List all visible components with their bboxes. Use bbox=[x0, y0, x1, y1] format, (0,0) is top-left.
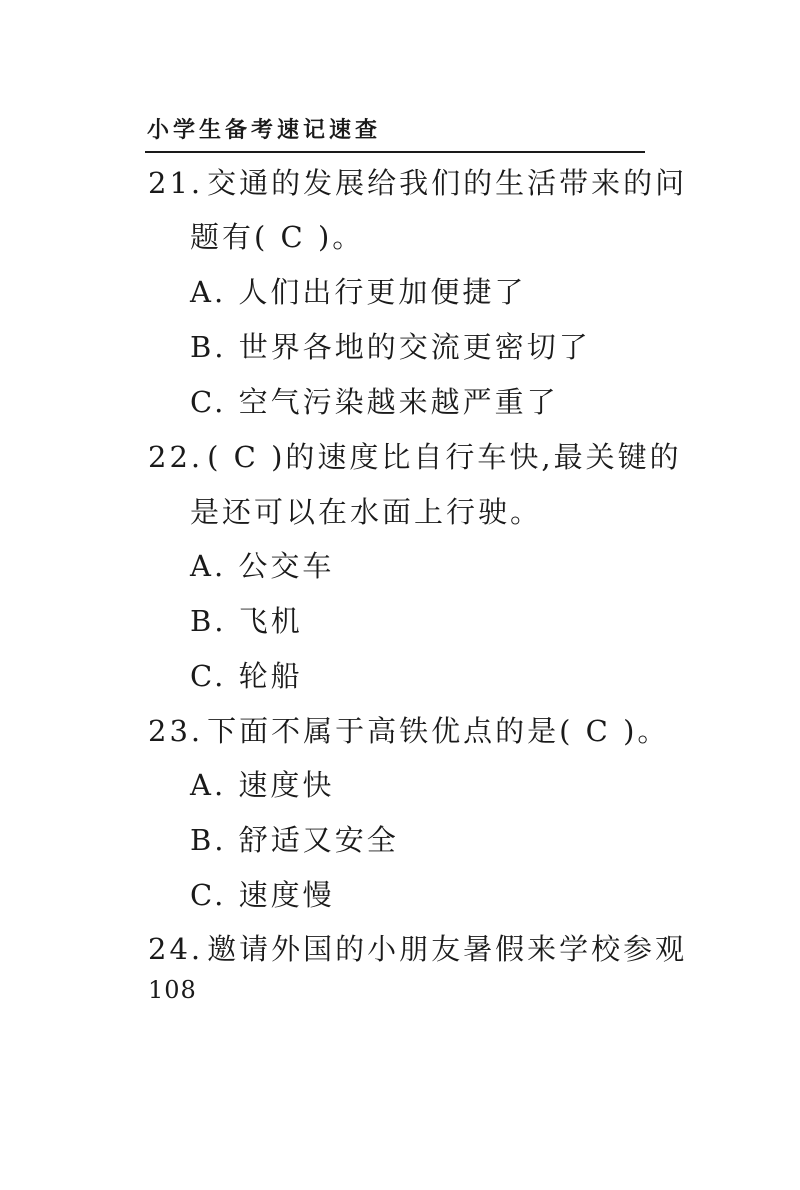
book-title: 小学生备考速记速查 bbox=[147, 118, 382, 143]
page-number: 108 bbox=[148, 976, 197, 1004]
question-stem-line bbox=[148, 929, 687, 969]
question-stem-continuation: 题有( C )。 bbox=[190, 220, 365, 254]
option-b: B. 飞机 bbox=[190, 604, 303, 638]
option-a: A. 速度快 bbox=[190, 768, 335, 802]
question-number: 23. bbox=[148, 714, 204, 748]
question-number: 21. bbox=[148, 166, 204, 200]
question-stem-text: 下面不属于高铁优点的是( C )。 bbox=[207, 714, 670, 748]
option-c: C. 空气污染越来越严重了 bbox=[190, 385, 559, 419]
option-b: B. 舒适又安全 bbox=[190, 823, 399, 857]
question-stem-text: 交通的发展给我们的生活带来的问 bbox=[207, 166, 688, 200]
question-stem-text: 邀请外国的小朋友暑假来学校参观 bbox=[207, 932, 688, 966]
option-c: C. 速度慢 bbox=[190, 878, 335, 912]
question-stem-line bbox=[148, 711, 669, 751]
question-number: 22. bbox=[148, 440, 204, 474]
question-stem-line bbox=[148, 163, 687, 203]
question-stem-text: ( C )的速度比自行车快,最关键的 bbox=[207, 440, 682, 474]
question-stem-continuation: 是还可以在水面上行驶。 bbox=[190, 495, 543, 529]
option-b: B. 世界各地的交流更密切了 bbox=[190, 330, 591, 364]
option-a: A. 人们出行更加便捷了 bbox=[190, 275, 527, 309]
question-number: 24. bbox=[148, 932, 204, 966]
option-c: C. 轮船 bbox=[190, 659, 303, 693]
question-stem-line bbox=[148, 437, 682, 477]
option-a: A. 公交车 bbox=[190, 549, 335, 583]
header-divider bbox=[145, 151, 645, 153]
